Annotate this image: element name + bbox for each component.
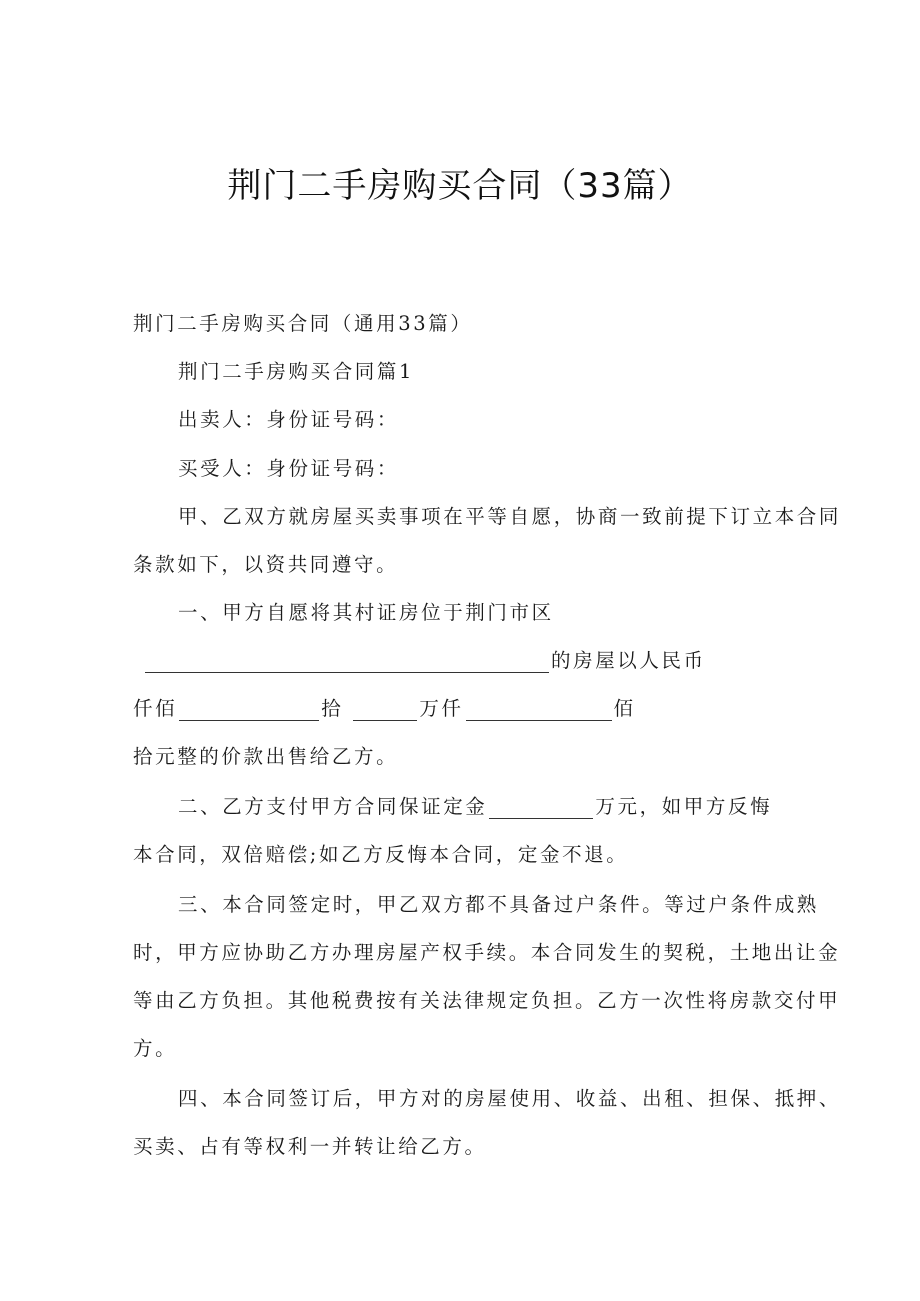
- clause1-price-part-b: 拾: [321, 697, 344, 720]
- price-blank-3: [466, 700, 612, 721]
- clause1-line-3: [133, 697, 636, 721]
- clause1-line-1: 一、甲方自愿将其村证房位于荆门市区: [178, 601, 554, 624]
- price-blank-2: [353, 700, 417, 721]
- clause2-line-1: [178, 795, 772, 819]
- clause3-line-1: 三、本合同签定时，甲乙双方都不具备过户条件。等过户条件成熟: [178, 893, 819, 916]
- document-subtitle: 荆门二手房购买合同（通用33篇）: [133, 312, 473, 335]
- clause1-price-part-d: 佰: [613, 697, 636, 720]
- clause3-line-4: 方。: [133, 1037, 178, 1060]
- buyer-line: 买受人：身份证号码：: [178, 457, 400, 480]
- seller-line: 出卖人：身份证号码：: [178, 408, 400, 431]
- section-heading: 荆门二手房购买合同篇1: [178, 360, 415, 383]
- document-title: 荆门二手房购买合同（33篇）: [227, 166, 693, 206]
- clause3-line-2: 时，甲方应协助乙方办理房屋产权手续。本合同发生的契税，土地出让金: [133, 941, 841, 964]
- clause1-line-2: [145, 649, 706, 673]
- deposit-blank: [489, 798, 593, 819]
- location-blank: [145, 652, 549, 673]
- clause1-line-4: 拾元整的价款出售给乙方。: [133, 745, 399, 768]
- intro-line-1: 甲、乙双方就房屋买卖事项在平等自愿，协商一致前提下订立本合同: [178, 505, 842, 528]
- clause4-line-2: 买卖、占有等权利一并转让给乙方。: [133, 1135, 487, 1158]
- clause3-line-3: 等由乙方负担。其他税费按有关法律规定负担。乙方一次性将房款交付甲: [133, 989, 841, 1012]
- clause2-line-1-text-a: 二、乙方支付甲方合同保证定金: [178, 795, 488, 818]
- clause1-price-part-c: 万仟: [419, 697, 464, 720]
- price-blank-1: [179, 700, 319, 721]
- intro-line-2: 条款如下，以资共同遵守。: [133, 553, 399, 576]
- clause1-price-part-a: 仟佰: [133, 697, 178, 720]
- clause1-line-2-text: 的房屋以人民币: [551, 649, 706, 672]
- clause4-line-1: 四、本合同签订后，甲方对的房屋使用、收益、出租、担保、抵押、: [178, 1087, 842, 1110]
- clause2-line-2: 本合同，双倍赔偿;如乙方反悔本合同，定金不退。: [133, 843, 629, 866]
- clause2-line-1-text-b: 万元，如甲方反悔: [595, 795, 773, 818]
